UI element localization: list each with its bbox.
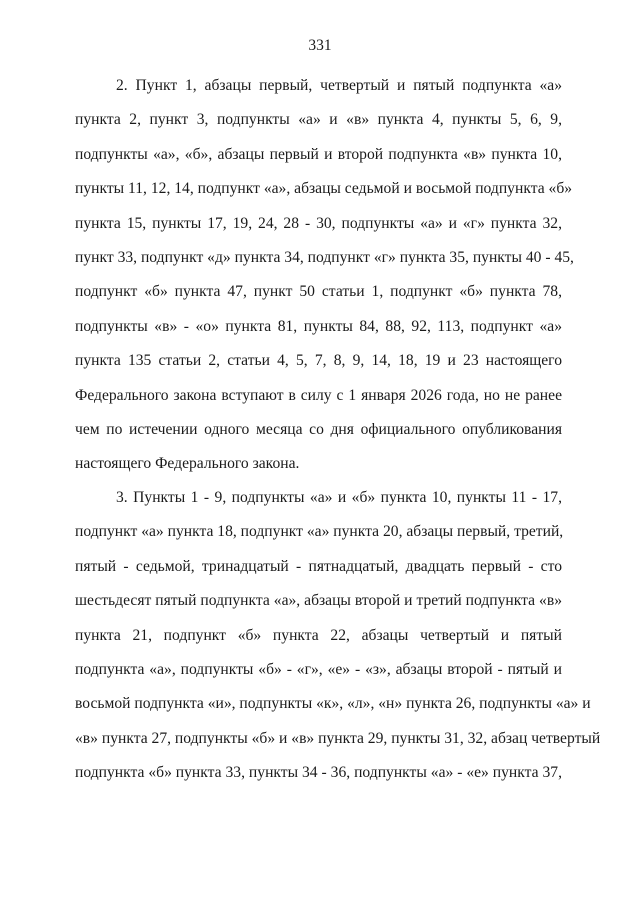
text-line: подпункта «б» пункта 33, пункты 34 - 36, подпункты «а» - «е» пункта 37, xyxy=(75,764,562,782)
text-line: Федерального закона вступают в силу с 1 января 2026 года, но не ранее xyxy=(75,386,562,404)
text-line: настоящего Федерального закона. xyxy=(75,455,300,473)
text-line: «в» пункта 27, подпункты «б» и «в» пункта 29, пункты 31, 32, абзац четвертый xyxy=(75,729,601,747)
text-line: подпункты «а», «б», абзацы первый и второй подпункта «в» пункта 10, xyxy=(75,145,562,163)
text-line: подпункт «а» пункта 18, подпункт «а» пункта 20, абзацы первый, третий, xyxy=(75,523,564,541)
text-line: пункта 15, пункты 17, 19, 24, 28 - 30, подпункты «а» и «г» пункта 32, xyxy=(75,214,562,232)
text-line: пункты 11, 12, 14, подпункт «а», абзацы седьмой и восьмой подпункта «б» xyxy=(75,180,573,198)
paragraph-2 xyxy=(75,74,574,487)
text-line: подпункта «а», подпункты «б» - «г», «е» - «з», абзацы второй - пятый и xyxy=(75,660,562,678)
page-number: 331 xyxy=(308,37,332,54)
text-line: подпункты «в» - «о» пункта 81, пункты 84, 88, 92, 113, подпункт «а» xyxy=(75,317,562,335)
text-line: подпункт «б» пункта 47, пункт 50 статьи 1, подпункт «б» пункта 78, xyxy=(75,283,562,301)
text-line: 2. Пункт 1, абзацы первый, четвертый и пятый подпункта «а» xyxy=(116,77,562,94)
text-line: 3. Пункты 1 - 9, подпункты «а» и «б» пункта 10, пункты 11 - 17, xyxy=(116,489,562,506)
text-line: пункта 2, пункт 3, подпункты «а» и «в» пункта 4, пункты 5, 6, 9, xyxy=(75,111,562,129)
text-line: пункта 21, подпункт «б» пункта 22, абзацы четвертый и пятый xyxy=(75,626,562,644)
text-line: шестьдесят пятый подпункта «а», абзацы второй и третий подпункта «в» xyxy=(75,592,562,610)
text-line: восьмой подпункта «и», подпункты «к», «л», «н» пункта 26, подпункты «а» и xyxy=(75,695,591,713)
text-line: пункта 135 статьи 2, статьи 4, 5, 7, 8, 9, 14, 18, 19 и 23 настоящего xyxy=(75,352,562,370)
text-line: чем по истечении одного месяца со дня официального опубликования xyxy=(75,420,562,438)
text-line: пункт 33, подпункт «д» пункта 34, подпункт «г» пункта 35, пункты 40 - 45, xyxy=(75,248,574,266)
text-line: пятый - седьмой, тринадцатый - пятнадцатый, двадцать первый - сто xyxy=(75,557,562,575)
paragraph-3 xyxy=(75,486,601,796)
